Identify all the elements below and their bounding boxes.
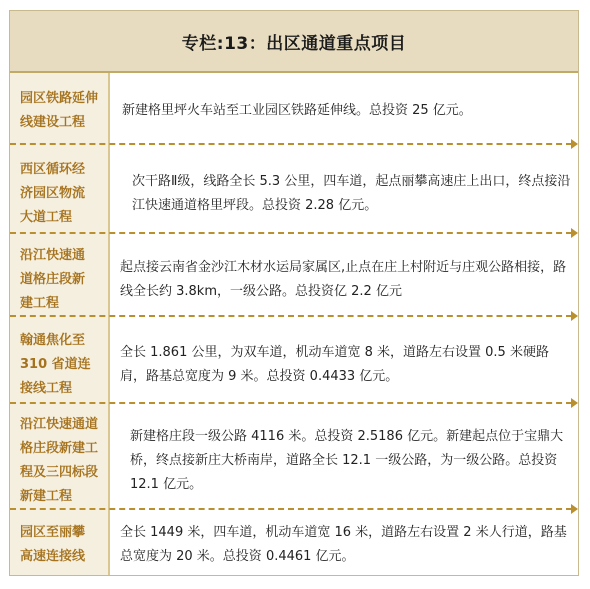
project-category-cell — [10, 149, 110, 239]
project-row — [10, 238, 578, 322]
project-category-cell — [10, 322, 110, 408]
project-category-cell — [10, 408, 110, 514]
project-category-cell — [10, 73, 110, 149]
project-description: 起点接云南省金沙江木材水运局家属区,止点在庄上村附近与庄观公路相接，路线全长约 3.8km，一级公路。总投资亿 2.2 亿元 — [120, 260, 567, 299]
separator-arrow-icon — [571, 228, 578, 238]
separator-arrow-icon — [571, 398, 578, 408]
project-description: 全长 1.861 公里，为双车道，机动车道宽 8 米，道路左右设置 0.5 米硬路肩，路基总宽度为 9 米。总投资 0.4433 亿元。 — [120, 345, 549, 384]
project-description: 次干路Ⅱ级，线路全长 5.3 公里，四车道，起点丽攀高速庄上出口，终点接沿江快速通道格里坪段。总投资 2.28 亿元。 — [132, 174, 571, 213]
project-category-cell — [10, 514, 110, 575]
project-category: 沿江快速通 道格庄段新 建工程 — [20, 248, 86, 311]
project-category-cell — [10, 238, 110, 322]
project-category: 翰通焦化至 310 省道连 接线工程 — [20, 333, 91, 396]
row-separator — [10, 315, 572, 317]
project-row — [10, 149, 578, 239]
box-header — [10, 11, 578, 73]
row-separator — [10, 143, 572, 145]
project-description: 全长 1449 米，四车道，机动车道宽 16 米，道路左右设置 2 米人行道，路基总宽度为 20 米。总投资 0.4461 亿元。 — [120, 524, 567, 564]
project-description: 新建格庄段一级公路 4116 米。总投资 2.5186 亿元。新建起点位于宝鼎大桥，终点接新庄大桥南岸，道路全长 12.1 一级公路，为一级公路。总投资 12.1 亿元。 — [130, 429, 564, 492]
project-description-cell — [130, 408, 572, 514]
feature-box — [9, 10, 579, 576]
row-separator — [10, 508, 572, 510]
project-description-cell — [120, 514, 572, 575]
project-description-cell — [120, 238, 572, 322]
project-row — [10, 322, 578, 408]
project-row — [10, 73, 578, 149]
row-separator — [10, 402, 572, 404]
project-description: 新建格里坪火车站至工业园区铁路延伸线。总投资 25 亿元。 — [122, 103, 472, 118]
project-row — [10, 408, 578, 514]
project-description-cell — [120, 322, 572, 408]
project-category: 沿江快速通道 格庄段新建工 程及三四标段 新建工程 — [20, 417, 99, 504]
project-category: 园区至丽攀 高速连接线 — [20, 524, 86, 564]
project-category: 园区铁路延伸 线建设工程 — [20, 91, 99, 130]
project-category: 西区循环经 济园区物流 大道工程 — [20, 162, 86, 225]
row-separator — [10, 232, 572, 234]
box-title: 专栏:13：出区通道重点项目 — [181, 33, 407, 54]
project-row — [10, 514, 578, 575]
separator-arrow-icon — [571, 311, 578, 321]
project-description-cell — [132, 149, 572, 239]
project-description-cell — [122, 73, 572, 149]
separator-arrow-icon — [571, 139, 578, 149]
separator-arrow-icon — [571, 504, 578, 514]
